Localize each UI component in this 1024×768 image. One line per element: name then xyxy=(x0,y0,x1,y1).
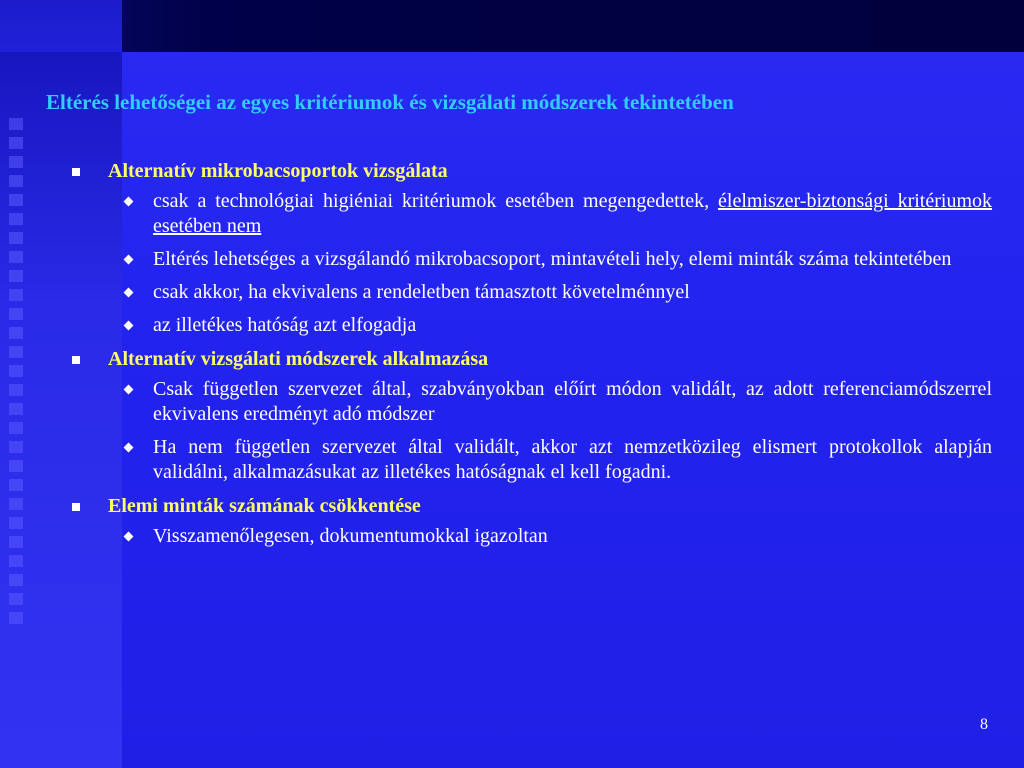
decorative-square xyxy=(9,118,23,130)
list-item-text: Visszamenőlegesen, dokumentumokkal igazoltan xyxy=(153,525,548,547)
decorative-square xyxy=(9,498,23,510)
list-item-text: az illetékes hatóság azt elfogadja xyxy=(153,314,417,336)
diamond-bullet-icon xyxy=(124,532,134,542)
section-heading xyxy=(68,346,992,373)
diamond-bullet-icon xyxy=(124,385,134,395)
decorative-square xyxy=(9,479,23,491)
decorative-square xyxy=(9,270,23,282)
decorative-square xyxy=(9,251,23,263)
decorative-square xyxy=(9,156,23,168)
square-bullet-icon xyxy=(72,356,80,364)
decorative-square xyxy=(9,365,23,377)
left-band-top-block xyxy=(0,0,122,52)
decorative-square xyxy=(9,593,23,605)
decorative-square xyxy=(9,441,23,453)
list-item xyxy=(68,435,992,485)
decorative-square xyxy=(9,346,23,358)
list-item xyxy=(68,313,992,338)
diamond-bullet-icon xyxy=(124,255,134,265)
square-bullet-icon xyxy=(72,503,80,511)
list-item-text: csak akkor, ha ekvivalens a rendeletben támasztott követelménnyel xyxy=(153,281,690,303)
decorative-square xyxy=(9,517,23,529)
decorative-square xyxy=(9,175,23,187)
decorative-square xyxy=(9,213,23,225)
section-heading-text: Alternatív mikrobacsoportok vizsgálata xyxy=(108,160,448,182)
decorative-square xyxy=(9,137,23,149)
list-item-text: Ha nem független szervezet által validált, akkor azt nemzetközileg elismert protokollok alapján validálni, alkalmazásukat az illetékes hatóságnak el kell fogadni. xyxy=(153,436,992,483)
list-item xyxy=(68,524,992,549)
decorative-square xyxy=(9,289,23,301)
decorative-square xyxy=(9,460,23,472)
list-item xyxy=(68,280,992,305)
decorative-square xyxy=(9,574,23,586)
decorative-squares-column xyxy=(9,118,23,631)
decorative-square xyxy=(9,384,23,396)
section-heading xyxy=(68,158,992,185)
list-item xyxy=(68,377,992,427)
slide-content xyxy=(68,158,992,557)
decorative-square xyxy=(9,422,23,434)
top-decorative-band xyxy=(0,0,1024,52)
diamond-bullet-icon xyxy=(124,443,134,453)
square-bullet-icon xyxy=(72,168,80,176)
section-heading-text: Alternatív vizsgálati módszerek alkalmazása xyxy=(108,348,489,370)
decorative-square xyxy=(9,308,23,320)
decorative-square xyxy=(9,194,23,206)
section-heading xyxy=(68,493,992,520)
diamond-bullet-icon xyxy=(124,197,134,207)
decorative-square xyxy=(9,232,23,244)
list-item-text: Csak független szervezet által, szabványokban előírt módon validált, az adott referenciamódszerrel ekvivalens eredményt adó módszer xyxy=(153,378,992,425)
decorative-square xyxy=(9,536,23,548)
list-item-text: Eltérés lehetséges a vizsgálandó mikrobacsoport, mintavételi hely, elemi minták száma tekintetében xyxy=(153,248,952,270)
section-heading-text: Elemi minták számának csökkentése xyxy=(108,495,421,517)
decorative-square xyxy=(9,403,23,415)
diamond-bullet-icon xyxy=(124,288,134,298)
list-item-underlined-text: élelmiszer-biztonsági kritériumok esetében nem xyxy=(153,190,993,237)
decorative-square xyxy=(9,555,23,567)
list-item xyxy=(68,189,992,239)
decorative-square xyxy=(9,612,23,624)
diamond-bullet-icon xyxy=(124,321,134,331)
decorative-square xyxy=(9,327,23,339)
slide-title: Eltérés lehetőségei az egyes kritériumok és vizsgálati módszerek tekintetében xyxy=(46,90,734,114)
list-item xyxy=(68,247,992,272)
list-item-text: csak a technológiai higiéniai kritériumok esetében megengedettek, xyxy=(153,190,719,212)
page-number: 8 xyxy=(980,716,988,733)
